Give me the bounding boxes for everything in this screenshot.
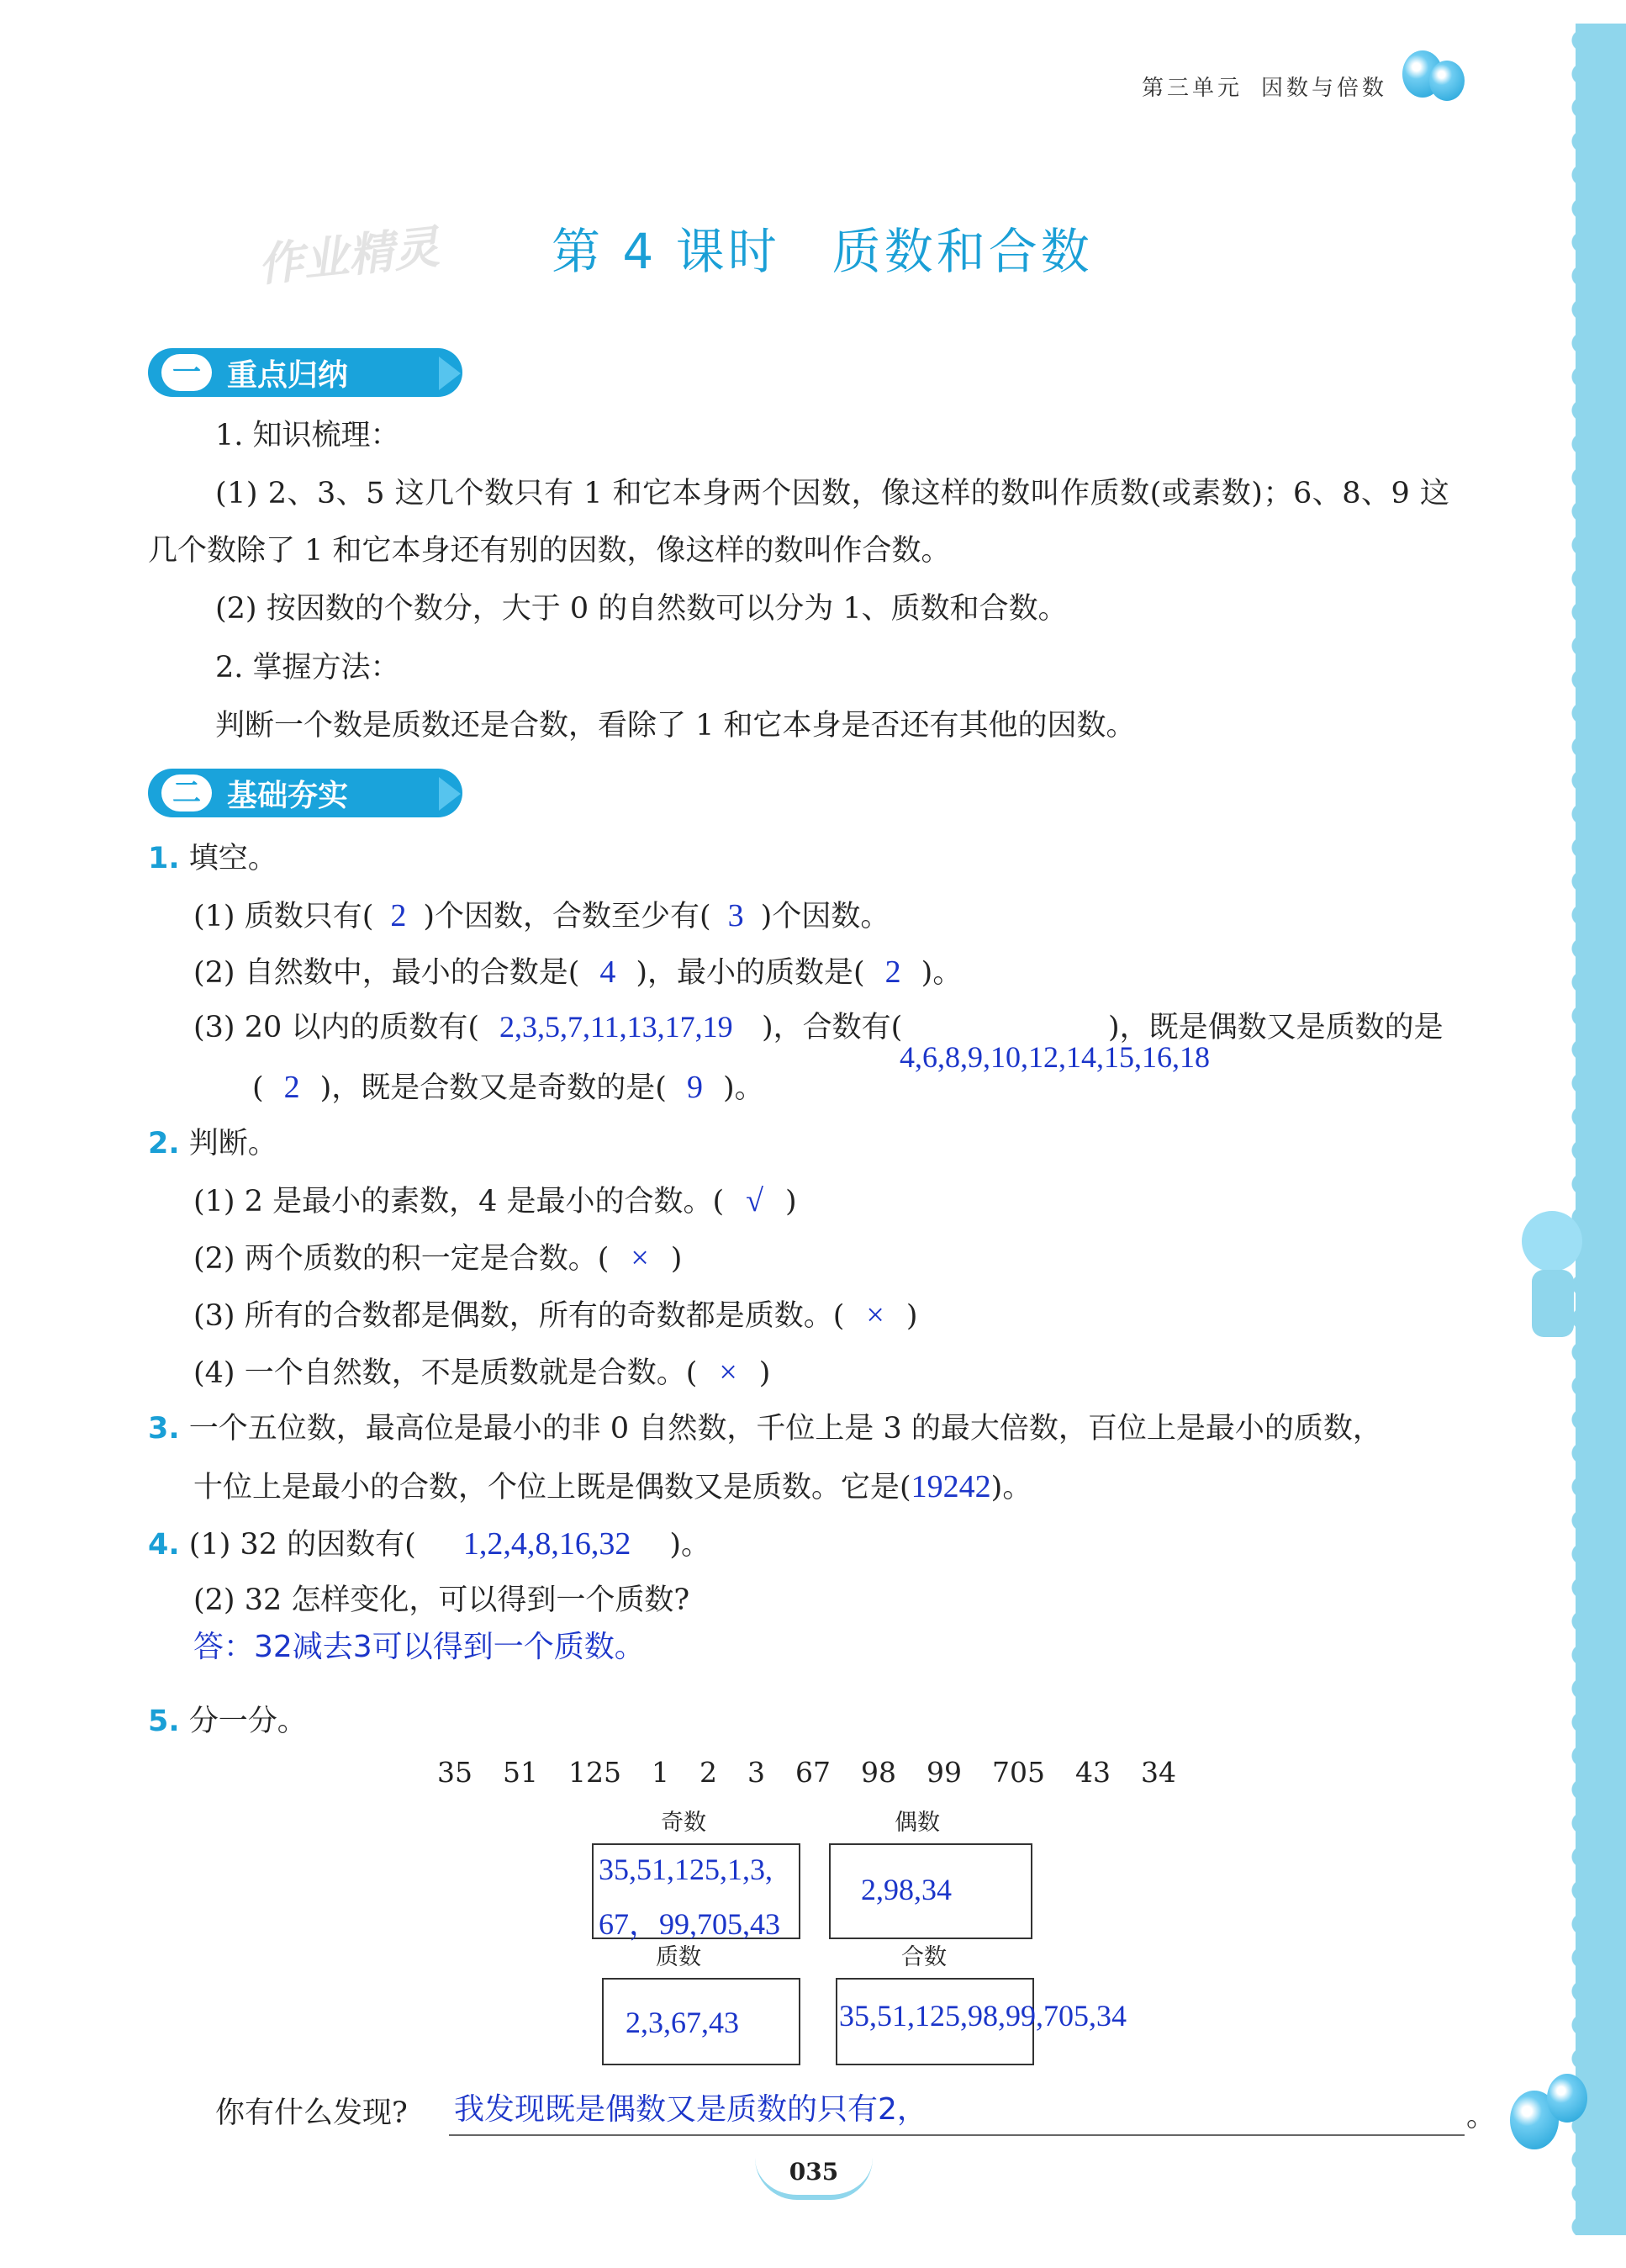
- number-list: [437, 1756, 1176, 1790]
- question-number: 5.: [148, 1705, 180, 1738]
- composite-label: 合数: [901, 1944, 947, 1970]
- handwritten-answer: 19242: [911, 1469, 991, 1504]
- text-line: 几个数除了 1 和它本身还有别的因数，像这样的数叫作合数。: [148, 534, 951, 568]
- number-item: 34: [1141, 1756, 1176, 1789]
- arrow-icon: [439, 777, 461, 811]
- question-3-line1: [148, 1411, 1382, 1446]
- number-item: 43: [1075, 1756, 1111, 1789]
- judge-item: [193, 1354, 770, 1393]
- handwritten-answer: 2: [884, 954, 901, 990]
- number-item: 67: [795, 1756, 831, 1789]
- q1-item-1: [193, 897, 890, 936]
- handwritten-answer: 2: [283, 1070, 300, 1105]
- prime-label: 质数: [656, 1944, 701, 1970]
- handwritten-answer: ×: [866, 1298, 884, 1333]
- discovery-end: 。: [1466, 2100, 1497, 2133]
- judge-text: (1) 2 是最小的素数，4 是最小的合数。(: [193, 1185, 725, 1219]
- section-number: 一: [161, 354, 212, 391]
- number-item: 705: [992, 1756, 1045, 1789]
- judge-text: (3) 所有的合数都是偶数，所有的奇数都是质数。(: [193, 1299, 845, 1333]
- header-unit: 第三单元: [1142, 76, 1243, 101]
- section-title: 基础夯实: [227, 778, 349, 813]
- question-number: 3.: [148, 1412, 180, 1446]
- number-item: 99: [927, 1756, 962, 1789]
- watermark-logo: 作业精灵: [255, 219, 442, 293]
- number-item: 3: [747, 1756, 765, 1789]
- text-line: 判断一个数是质数还是合数，看除了 1 和它本身是否还有其他的因数。: [215, 709, 1136, 743]
- judge-close: ): [905, 1299, 918, 1333]
- question-stem: 判断。: [188, 1127, 277, 1160]
- section-title: 重点归纳: [227, 357, 349, 393]
- handwritten-answer: 1,2,4,8,16,32: [462, 1526, 631, 1562]
- handwritten-answer: 2: [390, 898, 407, 933]
- question-text: )。: [990, 1471, 1032, 1504]
- question-1: [148, 841, 277, 876]
- q1-item-3-line2: [252, 1069, 764, 1108]
- balloon-icon: [1429, 61, 1465, 101]
- question-2: [148, 1126, 277, 1161]
- question-text: (1) 32 的因数有(: [188, 1528, 416, 1562]
- handwritten-answer: 2,98,34: [861, 1873, 952, 1906]
- number-item: 1: [652, 1756, 669, 1789]
- q1-item-2: [193, 954, 962, 992]
- question-number: 4.: [148, 1528, 180, 1562]
- q1-text: (: [252, 1071, 264, 1105]
- handwritten-answer: 9: [686, 1070, 703, 1105]
- handwritten-answer: 我发现既是偶数又是质数的只有2，: [454, 2092, 927, 2127]
- number-item: 2: [699, 1756, 717, 1789]
- page-edge-decoration: [1576, 24, 1626, 2235]
- handwritten-answer: 答：32减去3可以得到一个质数。: [193, 1630, 645, 1664]
- judge-item: [193, 1240, 682, 1278]
- number-item: 125: [568, 1756, 621, 1789]
- balloon-icon: [1547, 2074, 1587, 2123]
- q1-item-3-part1: (3) 20 以内的质数有(: [193, 1011, 480, 1044]
- discovery-label: 你有什么发现?: [215, 2096, 408, 2130]
- q1-text: )，既是合数又是奇数的是(: [319, 1071, 667, 1105]
- handwritten-answer: 2,3,67,43: [626, 2006, 739, 2039]
- handwritten-answer: 2,3,5,7,11,13,17,19: [499, 1010, 733, 1044]
- number-item: 35: [437, 1756, 472, 1789]
- question-3-line2: [193, 1468, 1032, 1507]
- q1-item-3-part2: )，合数有(: [762, 1011, 903, 1044]
- handwritten-answer: ×: [719, 1355, 737, 1390]
- handwritten-answer: 67，99,705,43: [599, 1907, 781, 1941]
- question-4-part2: (2) 32 怎样变化，可以得到一个质数?: [193, 1583, 690, 1617]
- question-text: 一个五位数，最高位是最小的非 0 自然数，千位上是 3 的最大倍数，百位上是最小的质数，: [188, 1412, 1382, 1446]
- judge-close: ): [670, 1242, 683, 1276]
- judge-item: [193, 1297, 917, 1335]
- q1-text: (1) 质数只有(: [193, 900, 374, 933]
- judge-close: ): [758, 1356, 771, 1390]
- even-label: 偶数: [895, 1810, 940, 1836]
- handwritten-answer: √: [746, 1183, 764, 1219]
- judge-text: (4) 一个自然数，不是质数就是合数。(: [193, 1356, 698, 1390]
- question-5: [148, 1704, 307, 1739]
- q1-text: )。: [921, 956, 963, 990]
- q1-text: )，最小的质数是(: [636, 956, 865, 990]
- lesson-title: 第 4 课时 质数和合数: [552, 223, 1093, 280]
- text-line: (2) 按因数的个数分，大于 0 的自然数可以分为 1、质数和合数。: [215, 592, 1068, 626]
- section-header-key-points: [148, 348, 462, 397]
- section-number: 二: [161, 775, 212, 812]
- question-number: 1.: [148, 842, 180, 875]
- handwritten-answer: 35,51,125,1,3,: [599, 1853, 773, 1886]
- number-item: 51: [503, 1756, 538, 1789]
- handwritten-answer: 3: [727, 898, 744, 933]
- judge-text: (2) 两个质数的积一定是合数。(: [193, 1242, 610, 1276]
- question-4-part1: [148, 1525, 710, 1564]
- section-header-basics: [148, 769, 462, 817]
- question-text: )。: [669, 1528, 710, 1562]
- handwritten-answer: ×: [631, 1240, 649, 1276]
- answer-line: [449, 2134, 1465, 2136]
- page-number: 035: [789, 2158, 839, 2186]
- q1-text: )个因数，合数至少有(: [423, 900, 711, 933]
- page-edge-wave: [1557, 24, 1582, 2235]
- q1-text: )。: [722, 1071, 764, 1105]
- header-topic: 因数与倍数: [1261, 76, 1388, 101]
- question-stem: 分一分。: [188, 1705, 307, 1738]
- handwritten-answer: 4,6,8,9,10,12,14,15,16,18: [900, 1040, 1210, 1074]
- question-number: 2.: [148, 1127, 180, 1160]
- handwritten-answer: 35,51,125,98,99,705,34: [839, 1999, 1127, 2033]
- judge-close: ): [785, 1185, 797, 1219]
- q1-text: (2) 自然数中，最小的合数是(: [193, 956, 580, 990]
- q1-text: )个因数。: [760, 900, 890, 933]
- judge-item: [193, 1182, 797, 1221]
- knowledge-heading: 1. 知识梳理：: [215, 419, 400, 452]
- text-line: (1) 2、3、5 这几个数只有 1 和它本身两个因数，像这样的数叫作质数(或素数)；6、8、9 这: [215, 477, 1450, 510]
- girl-mascot-icon: [1522, 1211, 1582, 1271]
- question-text: 十位上是最小的合数，个位上既是偶数又是质数。它是(: [193, 1471, 911, 1504]
- handwritten-answer: 4: [599, 954, 616, 990]
- arrow-icon: [439, 357, 461, 390]
- girl-mascot-body: [1532, 1270, 1574, 1337]
- number-item: 98: [861, 1756, 896, 1789]
- question-stem: 填空。: [188, 842, 277, 875]
- method-heading: 2. 掌握方法：: [215, 651, 400, 685]
- q1-item-3-part3: )，既是偶数又是质数的是: [1108, 1011, 1444, 1044]
- odd-label: 奇数: [661, 1810, 706, 1836]
